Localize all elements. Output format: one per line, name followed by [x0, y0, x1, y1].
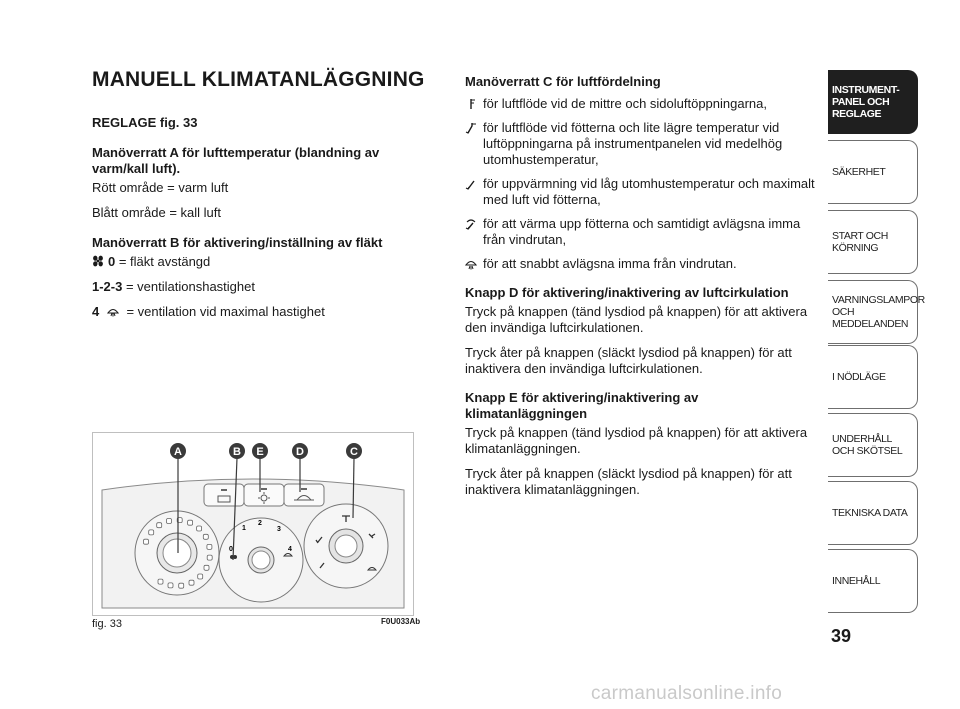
- callout-a: [170, 443, 186, 459]
- temperature-indent: [167, 519, 172, 524]
- reglage-heading: REGLAGE fig. 33: [92, 115, 198, 130]
- button-e-p1: Tryck på knappen (tänd lysdiod på knappen) för att aktivera klimatanläggningen.: [465, 425, 808, 456]
- watermark: carmanualsonline.info: [591, 683, 783, 704]
- temperature-knob-a: [135, 511, 219, 595]
- button-d-p2: Tryck åter på knappen (släckt lysdiod på knappen) för att inaktivera den invändiga luftcirkulationen.: [465, 345, 792, 376]
- fan-number-4: 4: [288, 546, 292, 553]
- knob-b-max: [92, 304, 392, 320]
- temperature-indent: [198, 574, 203, 579]
- left-column: [92, 115, 392, 329]
- fan-number-0: 0: [229, 546, 233, 553]
- knob-b-speeds: [92, 279, 392, 295]
- c-item-feet-text: för uppvärmning vid låg utomhustemperatur och maximalt med luft vid fötterna,: [483, 176, 815, 207]
- temperature-indent: [188, 520, 193, 525]
- page-title: MANUELL KLIMATANLÄGGNING: [92, 68, 425, 91]
- button-e-p2: Tryck åter på knappen (släckt lysdiod på knappen) för att inaktivera klimatanläggningen.: [465, 466, 792, 497]
- temperature-indent: [179, 583, 184, 588]
- button-d-p1: Tryck på knappen (tänd lysdiod på knappen) för att aktivera den invändiga luftcirkulationen.: [465, 304, 808, 335]
- tab-technical-data[interactable]: TEKNISKA DATA: [828, 481, 918, 545]
- temperature-indent: [168, 583, 173, 588]
- temperature-indent: [157, 523, 162, 528]
- svg-text:A: A: [174, 446, 182, 458]
- temperature-indent: [207, 544, 212, 549]
- svg-text:C: C: [350, 446, 358, 458]
- c-item-defrost-text: för att snabbt avlägsna imma från vindrutan.: [483, 256, 737, 271]
- knob-a-red: Rött område = varm luft: [92, 180, 229, 195]
- fan-max-text: = ventilation vid maximal hastighet: [122, 304, 325, 319]
- tab-warning-lights[interactable]: VARNINGSLAMPOR OCH MEDDELANDEN: [828, 280, 918, 344]
- temperature-indent: [149, 530, 154, 535]
- c-item-feet: [465, 176, 815, 208]
- vent-feet-defrost-icon: [465, 217, 477, 231]
- page-number: 39: [830, 626, 852, 646]
- fan-speeds-key: 1-2-3: [92, 279, 123, 294]
- knob-a-heading: Manöverratt A för lufttemperatur (blandning av varm/kall luft).: [92, 145, 380, 176]
- fan-icon: [92, 254, 104, 268]
- button-d-heading: Knapp D för aktivering/inaktivering av luftcirkulation: [465, 285, 789, 300]
- fan-number-1: 1: [242, 525, 246, 532]
- tab-instrument-panel[interactable]: INSTRUMENT-PANEL OCH REGLAGE: [828, 70, 918, 134]
- right-column: [465, 74, 815, 507]
- c-item-face-feet-text: för luftflöde vid fötterna och lite lägre temperatur vid luftöppningarna på instrumentpanelen vid medelhög utomhustemperatur,: [483, 120, 783, 167]
- knob-b-zero: [92, 254, 392, 270]
- temperature-indent: [197, 526, 202, 531]
- defrost-icon: [107, 304, 119, 318]
- tab-maintenance[interactable]: UNDERHÅLL OCH SKÖTSEL: [828, 413, 918, 477]
- svg-text:E: E: [256, 446, 264, 458]
- tab-contents[interactable]: INNEHÅLL: [828, 549, 918, 613]
- fan-max-key: 4: [92, 304, 100, 319]
- temperature-indent: [207, 555, 212, 560]
- button-e-heading: Knapp E för aktivering/inaktivering av klimatanläggningen: [465, 390, 699, 421]
- vent-face-icon: [465, 97, 477, 111]
- knob-c-heading: Manöverratt C för luftfördelning: [465, 74, 661, 89]
- knob-b-heading: Manöverratt B för aktivering/inställning av fläkt: [92, 235, 383, 250]
- svg-text:D: D: [296, 446, 304, 458]
- tab-safety[interactable]: SÄKERHET: [828, 140, 918, 204]
- temperature-indent: [189, 580, 194, 585]
- fan-zero-key: 0: [108, 254, 116, 269]
- fan-knob-b: [219, 518, 303, 602]
- figure-code: F0U033Ab: [381, 617, 421, 626]
- fan-zero-text: = fläkt avstängd: [115, 254, 211, 269]
- climate-panel-figure: [92, 432, 414, 616]
- c-item-face: [465, 96, 815, 112]
- tab-starting-driving[interactable]: START OCH KÖRNING: [828, 210, 918, 274]
- temperature-indent: [204, 565, 209, 570]
- callout-d: [292, 443, 308, 459]
- vent-face-feet-icon: [465, 121, 477, 135]
- callout-e: [252, 443, 268, 459]
- tab-emergency[interactable]: I NÖDLÄGE: [828, 345, 918, 409]
- temperature-indent: [203, 534, 208, 539]
- temperature-indent: [144, 539, 149, 544]
- callout-b: [229, 443, 245, 459]
- c-item-feet-defrost-text: för att värma upp fötterna och samtidigt avlägsna imma från vindrutan,: [483, 216, 801, 247]
- c-item-face-feet: [465, 120, 815, 168]
- fan-speeds-text: = ventilationshastighet: [122, 279, 255, 294]
- vent-defrost-icon: [465, 257, 477, 271]
- callout-c: [346, 443, 362, 459]
- fan-number-2: 2: [258, 520, 262, 527]
- distribution-knob-c: [304, 504, 388, 588]
- rear-defrost-button: [204, 484, 244, 506]
- c-item-face-text: för luftflöde vid de mittre och sidoluftöppningarna,: [483, 96, 768, 111]
- knob-a-blue: Blått område = kall luft: [92, 205, 221, 220]
- c-item-defrost: [465, 256, 815, 272]
- fan-number-3: 3: [277, 526, 281, 533]
- figure-label: fig. 33: [92, 618, 122, 630]
- c-item-feet-defrost: [465, 216, 815, 248]
- vent-feet-icon: [465, 177, 477, 191]
- svg-text:B: B: [233, 446, 241, 458]
- temperature-indent: [158, 579, 163, 584]
